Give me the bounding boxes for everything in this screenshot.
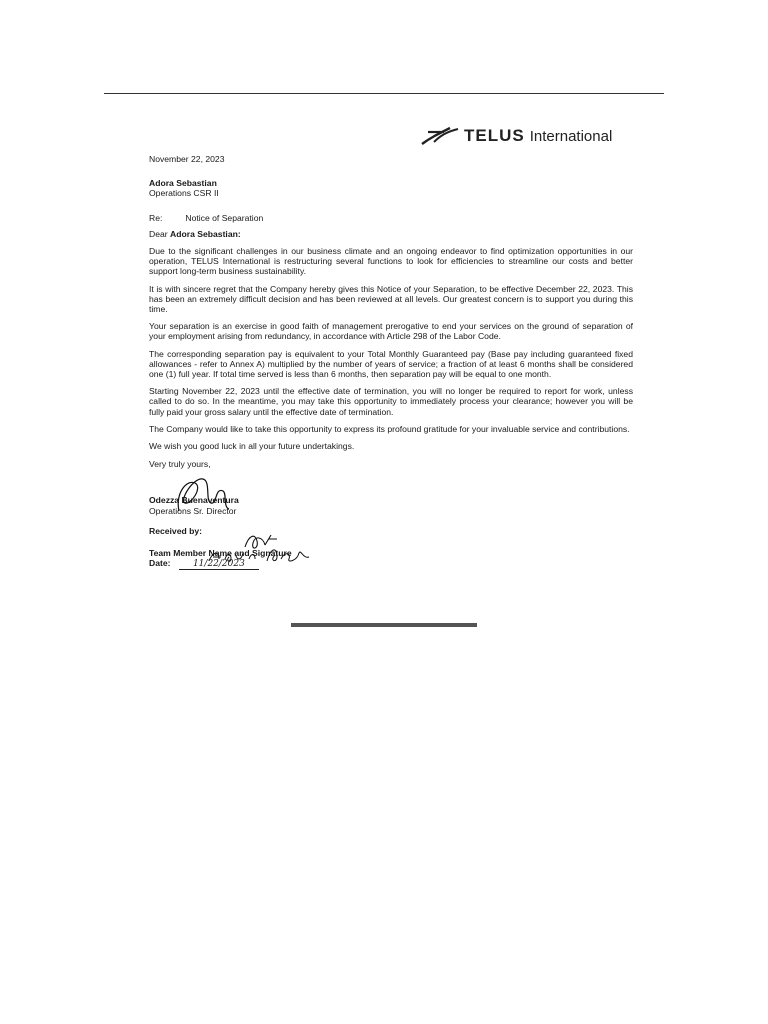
closing: Very truly yours, (149, 459, 211, 470)
signature-block (149, 495, 633, 570)
salutation-prefix: Dear (149, 228, 168, 239)
paragraph-clearance: Starting November 22, 2023 until the effective date of termination, you will no longer be required to report for work, unless called to do so. In the meantime, you may take this opportunity to immediately process your clearance; however you will be fully paid your gross salary until the effective date of termination. (149, 386, 633, 417)
received-by-label: Received by: (149, 525, 203, 536)
recipient-name: Adora Sebastian (149, 178, 217, 189)
telus-logo (420, 122, 612, 150)
paragraph-restructuring: Due to the significant challenges in our business climate and an ongoing endeavor to find optimization opportunities in our operation, TELUS International is restructuring several functions to look for efficiencies to streamline our costs and better support long-term business sustainability. (149, 246, 633, 277)
letter-date: November 22, 2023 (149, 154, 225, 164)
re-label: Re: (149, 212, 163, 223)
top-rule (104, 93, 664, 94)
bottom-bar (291, 623, 477, 627)
recipient-title: Operations CSR II (149, 188, 219, 199)
paragraph-gratitude: The Company would like to take this opportunity to express its profound gratitude for your invaluable service and contributions. (149, 423, 630, 434)
signer-name: Odezza Buenaventura (149, 495, 239, 506)
re-subject: Notice of Separation (185, 212, 264, 223)
team-member-label: Team Member Name and Signature (149, 548, 292, 559)
recipient-signature-image (205, 531, 315, 567)
paragraph-redundancy: Your separation is an exercise in good faith of management prerogative to end your services on the ground of separation of your employment arising from redundancy, in accordance with Article 298 of the Labor Code. (149, 321, 633, 342)
re-line (149, 213, 633, 223)
received-date: 11/22/2023 (179, 559, 259, 570)
letter-body (149, 154, 633, 570)
salutation-name: Adora Sebastian: (170, 228, 241, 239)
salutation (149, 229, 633, 239)
signer-title: Operations Sr. Director (149, 505, 237, 516)
telus-swoosh-icon (420, 124, 460, 148)
date-label: Date: (149, 558, 171, 569)
signer-signature-image (173, 473, 233, 517)
paragraph-good-luck: We wish you good luck in all your future undertakings. (149, 441, 355, 452)
logo-sub: International (529, 127, 613, 145)
paragraph-notice: It is with sincere regret that the Company hereby gives this Notice of your Separation, to be effective December 22, 2023. This has been an extremely difficult decision and has been reviewed at all levels. Our greatest concern is to support you during this time. (149, 283, 633, 315)
paragraph-separation-pay: The corresponding separation pay is equivalent to your Total Monthly Guaranteed pay (Base pay including guaranteed fixed allowances - refer to Annex A) multiplied by the number of years of service; a fraction of at least 6 months shall be considered one (1) full year. If total time served is less than 6 months, then separation pay will be equal to one month. (149, 348, 633, 380)
logo-brand: TELUS (464, 126, 525, 145)
